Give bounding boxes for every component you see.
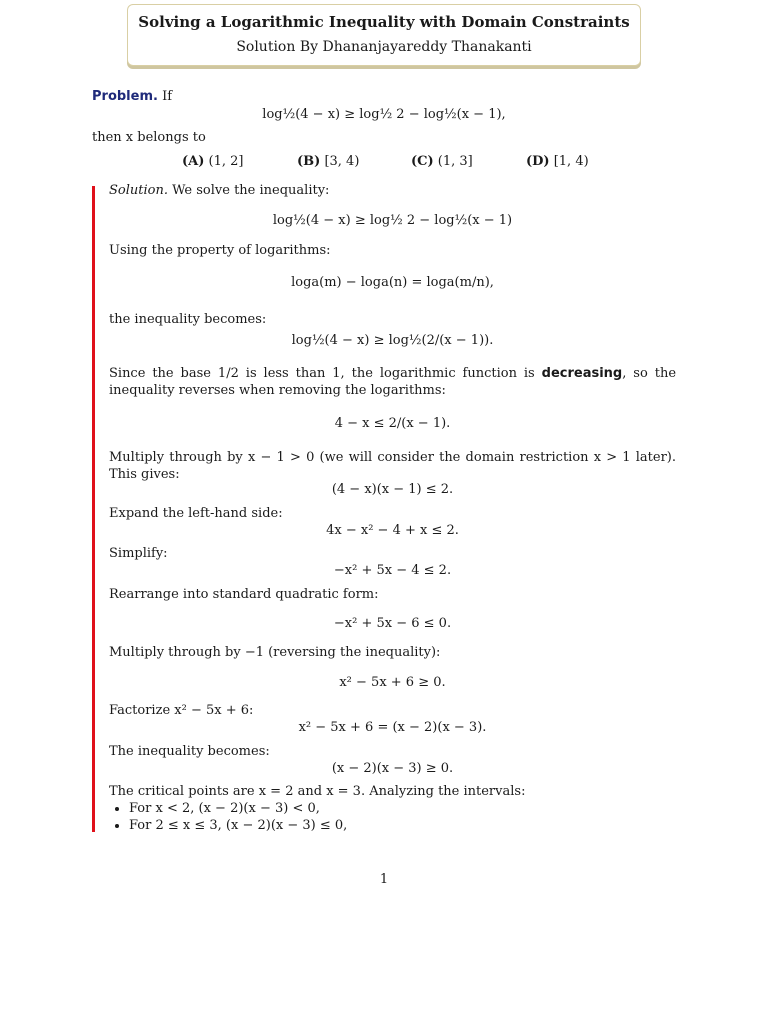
author-line: Solution By Dhananjayareddy Thanakanti [236,39,532,55]
option-a [182,154,243,169]
option-a-value: (1, 2] [208,154,244,169]
eq1: log½(4 − x) ≥ log½ 2 − log½(x − 1) [272,213,513,228]
decreasing-word: decreasing [541,366,623,381]
base-paragraph [109,365,676,399]
property-text: Using the property of logarithms: [109,243,331,258]
eq10: (x − 2)(x − 3) ≥ 0. [331,761,454,776]
solution-intro [109,183,329,198]
base-text-b: is less than 1, the logarithmic function is [245,366,535,381]
rearrange-text: Rearrange into standard quadratic form: [109,587,379,602]
eq2: log½(4 − x) ≥ log½(2/(x − 1)). [291,333,494,348]
option-b [297,154,359,169]
problem-then: then x belongs to [92,130,206,145]
option-d-value: [1, 4) [553,154,589,169]
simplify-text: Simplify: [109,546,168,561]
list-item: • For 2 ≤ x ≤ 3, (x − 2)(x − 3) ≤ 0, [129,817,347,834]
list-item: • For x < 2, (x − 2)(x − 3) < 0, [129,800,347,817]
becomes-text: the inequality becomes: [109,312,267,327]
eq3: 4 − x ≤ 2/(x − 1). [334,416,451,431]
option-d-label: (D) [526,154,550,169]
problem-equation-text: log½(4 − x) ≥ log½ 2 − log½(x − 1), [262,107,506,122]
eq6: −x² + 5x − 4 ≤ 2. [333,563,452,578]
page-number: 1 [379,872,389,887]
multiply-neg-text: Multiply through by −1 (reversing the inequality): [109,645,441,660]
problem-label: Problem. [92,89,158,104]
factorize-text: Factorize x² − 5x + 6: [109,703,254,718]
interval-list [109,800,347,834]
problem-if: If [162,89,173,104]
solution-intro-text: We solve the inequality: [172,183,330,198]
eq7: −x² + 5x − 6 ≤ 0. [333,616,452,631]
ineq-becomes-text: The inequality becomes: [109,744,270,759]
base-fraction: 1/2 [217,366,239,381]
solution-label: Solution. [109,183,168,198]
option-b-label: (B) [297,154,321,169]
title-box [127,4,641,66]
base-text-c: , so the inequality reverses when removing the logarithms: [109,366,677,398]
eq8: x² − 5x + 6 ≥ 0. [339,675,446,690]
option-c-label: (C) [411,154,434,169]
eq-property: loga(m) − loga(n) = loga(m/n), [291,275,494,290]
option-c [411,154,473,169]
solution-bar [92,186,95,832]
option-d [526,154,589,169]
eq9: x² − 5x + 6 = (x − 2)(x − 3). [298,720,487,735]
multiply-paragraph: Multiply through by x − 1 > 0 (we will consider the domain restriction x > 1 later). This gives: [109,450,676,482]
problem-equation [0,107,768,122]
critical-text: The critical points are x = 2 and x = 3. Analyzing the intervals: [109,784,526,799]
option-a-label: (A) [182,154,205,169]
base-text-a: Since the base [109,366,211,381]
option-b-value: [3, 4) [324,154,360,169]
option-c-value: (1, 3] [437,154,473,169]
expand-text: Expand the left-hand side: [109,506,283,521]
problem-intro [92,89,172,104]
eq4: (4 − x)(x − 1) ≤ 2. [331,482,454,497]
document-title: Solving a Logarithmic Inequality with Domain Constraints [138,13,630,31]
eq5: 4x − x² − 4 + x ≤ 2. [326,523,459,538]
